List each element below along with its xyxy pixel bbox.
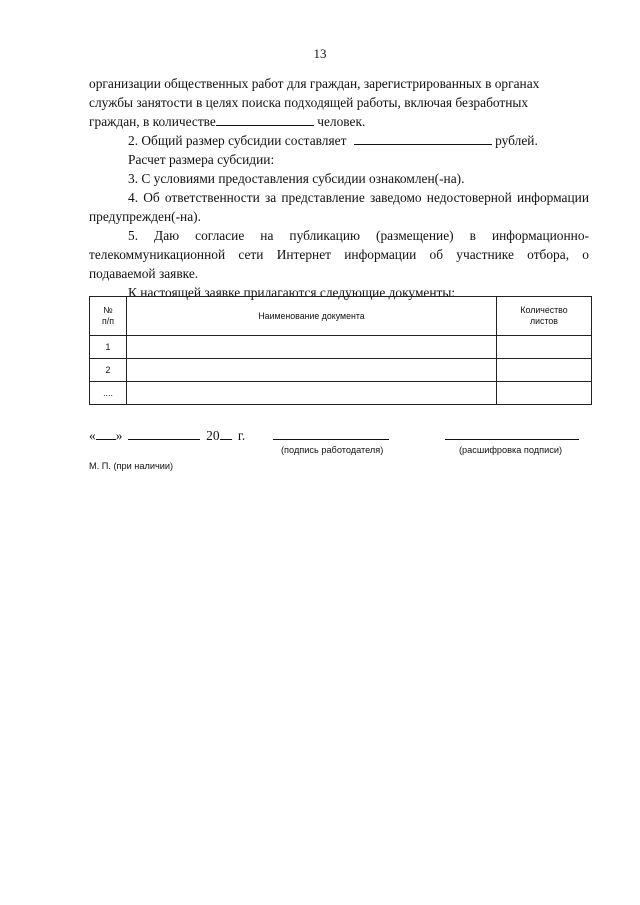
row-number: 1 — [90, 336, 127, 359]
liability-statement: 4. Об ответственности за представление заведомо недостоверной информации предупрежден(-на). — [89, 190, 589, 224]
paragraph-line: организации общественных работ для граждан, зарегистрированных в органах — [89, 76, 540, 91]
day-blank[interactable] — [96, 427, 116, 440]
date-open-quote: « — [89, 428, 96, 443]
row-number: .... — [90, 382, 127, 405]
header-document-name: Наименование документа — [127, 297, 497, 336]
seal-placeholder: М. П. (при наличии) — [89, 461, 174, 471]
signature-block — [89, 427, 592, 461]
conditions-statement: 3. С условиями предоставления субсидии ознакомлен(-на). — [128, 171, 465, 186]
table-header-row — [90, 297, 592, 336]
subsidy-amount-label: 2. Общий размер субсидии составляет — [128, 133, 347, 148]
subsidy-calculation-label: Расчет размера субсидии: — [128, 152, 275, 167]
header-number-abbrev: п/п — [102, 316, 114, 326]
header-count-line2: листов — [530, 316, 558, 326]
documents-table — [89, 296, 592, 405]
year-suffix: г. — [237, 428, 246, 443]
sheet-count-cell[interactable] — [497, 382, 592, 405]
document-name-cell[interactable] — [127, 336, 497, 359]
participants-count-line — [89, 112, 589, 131]
date-close-quote: » — [115, 428, 123, 443]
document-name-cell[interactable] — [127, 382, 497, 405]
participants-count-label: граждан, в количестве — [89, 114, 216, 129]
page-number: 13 — [313, 46, 327, 61]
year-blank[interactable] — [220, 427, 232, 440]
sheet-count-cell[interactable] — [497, 359, 592, 382]
subsidy-amount-line — [89, 131, 589, 150]
application-body — [89, 74, 589, 302]
table-row — [90, 359, 592, 382]
row-number: 2 — [90, 359, 127, 382]
signature-decoding-caption: (расшифровка подписи) — [459, 445, 563, 455]
month-blank[interactable] — [128, 427, 200, 440]
date-field — [89, 427, 245, 444]
sheet-count-cell[interactable] — [497, 336, 592, 359]
header-number-symbol: № — [103, 305, 113, 315]
participants-count-blank[interactable] — [216, 113, 314, 126]
subsidy-amount-blank[interactable] — [354, 132, 492, 145]
header-count-line1: Количество — [520, 305, 568, 315]
employer-signature-caption: (подпись работодателя) — [281, 445, 384, 455]
subsidy-currency: рублей. — [495, 133, 538, 148]
document-name-cell[interactable] — [127, 359, 497, 382]
table-row — [90, 382, 592, 405]
consent-statement: 5. Даю согласие на публикацию (размещение) в информационно-телекоммуникационной сети Интернет информации об участнике отбора, о подаваемой заявке. — [89, 228, 589, 281]
employer-signature-line[interactable] — [273, 439, 389, 440]
header-number — [90, 297, 127, 336]
attachments-intro: К настоящей заявке прилагаются следующие документы: — [128, 285, 456, 300]
header-sheet-count — [497, 297, 592, 336]
signature-decoding-line[interactable] — [445, 439, 579, 440]
table-row — [90, 336, 592, 359]
year-prefix: 20 — [206, 428, 220, 443]
paragraph-line: службы занятости в целях поиска подходящей работы, включая безработных — [89, 95, 529, 110]
participants-unit: человек. — [317, 114, 366, 129]
